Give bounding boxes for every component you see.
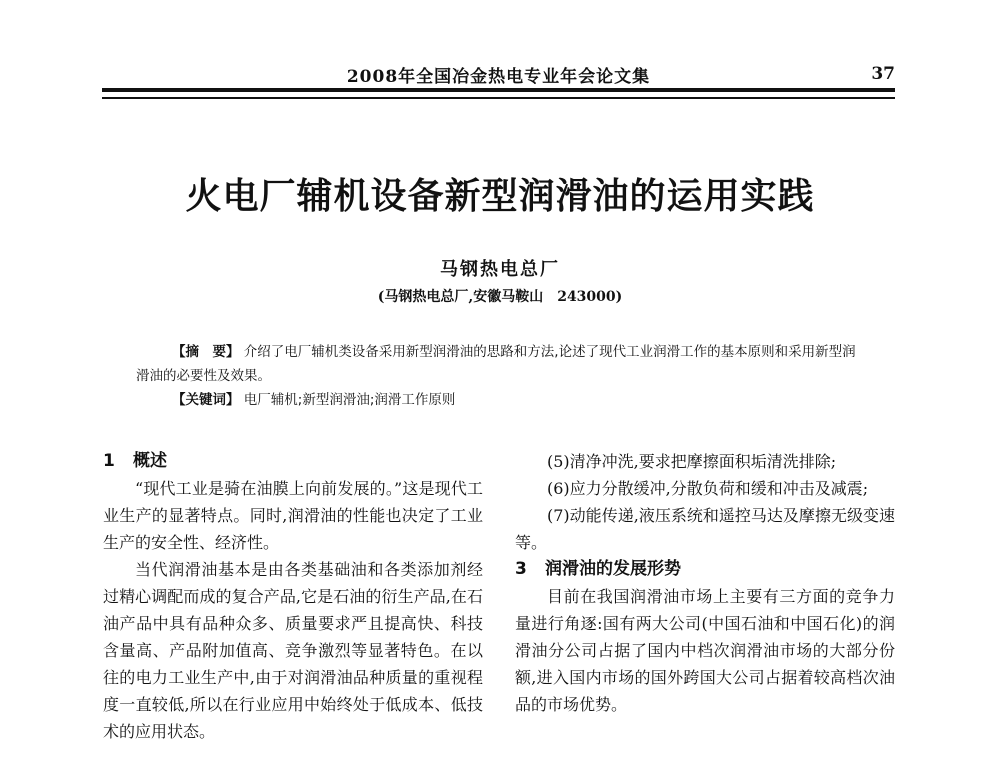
keywords (136, 388, 856, 412)
article-author: 马钢热电总厂 (440, 259, 560, 280)
section-number: 1 (103, 451, 115, 471)
body-paragraph: 目前在我国润滑油市场上主要有三方面的竞争力量进行角逐:国有两大公司(中国石油和中国石化)的润滑油分公司占据了国内中档次润滑油市场的大部分份额,进入国内市场的国外跨国大公司占据着较高档次油品的市场优势。 (515, 587, 895, 714)
article-affiliation: (马钢热电总厂,安徽马鞍山 243000) (377, 289, 623, 305)
list-item: (7)动能传递,液压系统和遥控马达及摩擦无级变速等。 (515, 506, 895, 552)
header-rule-thick (102, 88, 895, 92)
section-number: 3 (515, 559, 527, 579)
keywords-label: 【关键词】 (172, 392, 240, 408)
keywords-text: 电厂辅机;新型润滑油;润滑工作原则 (243, 392, 456, 408)
running-title: 2008年全国冶金热电专业年会论文集 (346, 67, 651, 87)
body-paragraph: “现代工业是骑在油膜上向前发展的。”这是现代工业生产的显著特点。同时,润滑油的性能也决定了工业生产的安全性、经济性。 (103, 479, 483, 552)
article-title: 火电厂辅机设备新型润滑油的运用实践 (185, 175, 815, 217)
left-column (103, 448, 483, 745)
abstract (136, 340, 856, 388)
abstract-label: 【摘 要】 (172, 344, 240, 360)
abstract-block (136, 340, 856, 412)
header-rule-thin (102, 97, 895, 99)
right-column (515, 448, 895, 718)
running-header (102, 62, 895, 86)
body-paragraph: 当代润滑油基本是由各类基础油和各类添加剂经过精心调配而成的复合产品,它是石油的衍生产品,在石油产品中具有品种众多、质量要求严且提高快、科技含量高、产品附加值高、竞争激烈等显著特色。在以往的电力工业生产中,由于对润滑油品种质量的重视程度一直较低,所以在行业应用中始终处于低成本、低技术的应用状态。 (103, 560, 483, 741)
section-heading-1 (103, 448, 483, 475)
page-number: 37 (871, 64, 895, 84)
section-heading-3 (515, 556, 895, 583)
abstract-text: 介绍了电厂辅机类设备采用新型润滑油的思路和方法,论述了现代工业润滑工作的基本原则和采用新型润滑油的必要性及效果。 (136, 344, 856, 384)
list-item: (5)清净冲洗,要求把摩擦面积垢清洗排除; (547, 452, 837, 471)
list-item: (6)应力分散缓冲,分散负荷和缓和冲击及减震; (547, 479, 869, 498)
section-title: 润滑油的发展形势 (545, 559, 681, 579)
section-title: 概述 (133, 451, 167, 471)
